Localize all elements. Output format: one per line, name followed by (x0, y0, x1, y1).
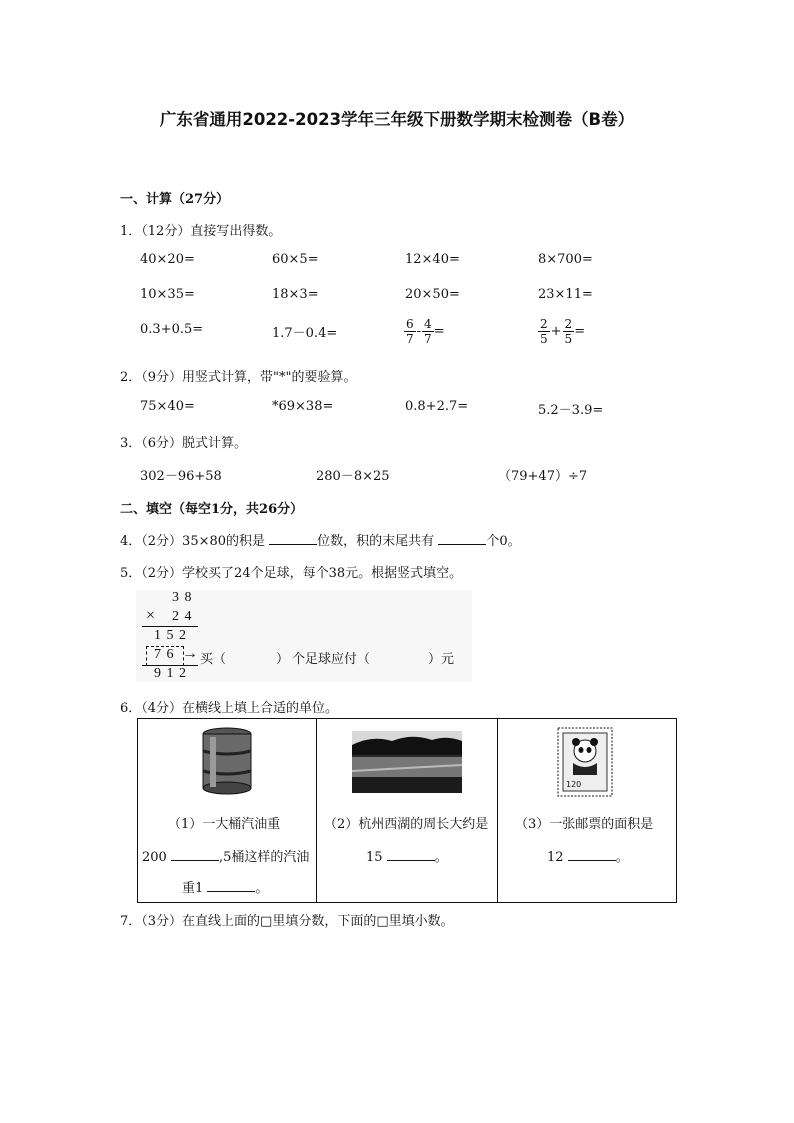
question-2-label: 2．（9分）用竖式计算，带"*"的要验算。 (120, 370, 357, 385)
question-6-label: 6．（4分）在横线上填上合适的单位。 (120, 701, 339, 716)
multiplicand: 3 8 (172, 590, 193, 605)
west-lake-photo-icon (352, 731, 462, 793)
product: 9 1 2 (154, 666, 187, 681)
question-7-label: 7．（3分）在直线上面的□里填分数，下面的□里填小数。 (120, 914, 454, 929)
q2-item: *69×38= (272, 399, 334, 414)
answer-blank[interactable] (269, 532, 317, 545)
answer-blank[interactable] (207, 879, 255, 892)
partial-product-2: 7 6 (154, 647, 175, 662)
answer-blank[interactable] (438, 532, 486, 545)
q3-item: （79+47）÷7 (498, 469, 588, 484)
q1-item: 0.3+0.5= (140, 322, 204, 337)
question-4: 4．（2分）35×80的积是 位数，积的末尾共有 个0。 (120, 534, 521, 549)
fraction: $\frac{2}{5}$ (564, 317, 573, 346)
unit-cell-oil-barrel: （1）一大桶汽油重 200 ,5桶这样的汽油 重1 。 (138, 719, 317, 902)
q1-item: 20×50= (405, 287, 460, 302)
section-2-heading: 二、填空（每空1分，共26分） (120, 502, 304, 517)
q1-fraction-expression-2: $\frac{2}{5}$ + $\frac{2}{5}$ = (540, 317, 586, 346)
question-1-label: 1．（12分）直接写出得数。 (120, 224, 282, 239)
q2-item: 75×40= (140, 399, 195, 414)
panda-stamp-icon (557, 727, 613, 797)
rule-line (142, 626, 198, 627)
unit-table (137, 718, 677, 903)
q2-item: 0.8+2.7= (405, 399, 469, 414)
q1-item: 8×700= (538, 252, 593, 267)
oil-barrel-icon (200, 727, 254, 795)
question-3-label: 3．（6分）脱式计算。 (120, 436, 248, 451)
unit-cell-west-lake: （2）杭州西湖的周长大约是 15 。 (316, 719, 498, 902)
q1-item: 18×3= (272, 287, 319, 302)
unit-cell-stamp: 120 （3）一张邮票的面积是 12 。 (497, 719, 676, 902)
question-5-label: 5．（2分）学校买了24个足球，每个38元。根据竖式填空。 (120, 566, 463, 581)
q1-item: 10×35= (140, 287, 195, 302)
q3-item: 280－8×25 (316, 469, 390, 484)
fraction: $\frac{2}{5}$ (540, 317, 548, 346)
page-title: 广东省通用2022-2023学年三年级下册数学期末检测卷（B卷） (159, 110, 635, 129)
multiplier: 2 4 (172, 609, 193, 624)
answer-blank[interactable] (387, 848, 435, 861)
fraction: $\frac{4}{7}$ (424, 317, 432, 346)
q1-item: 40×20= (140, 252, 195, 267)
arrow-icon: → (182, 645, 198, 662)
section-1-heading: 一、计算（27分） (120, 192, 230, 207)
q1-item: 1.7－0.4= (272, 326, 338, 341)
fraction: $\frac{6}{7}$ (406, 317, 414, 346)
q1-item: 23×11= (538, 287, 593, 302)
q1-item: 60×5= (272, 252, 319, 267)
q1-item: 12×40= (405, 252, 460, 267)
stamp-denomination: 120 (566, 780, 582, 789)
q1-fraction-expression-1: $\frac{6}{7}$ - $\frac{4}{7}$ = (406, 317, 445, 346)
answer-blank[interactable] (568, 848, 616, 861)
vertical-multiplication-figure: 3 8 × 2 4 1 5 2 7 6 → 买（ ） 个足球应付（ ）元 9 1 2 (136, 590, 472, 682)
q2-item: 5.2－3.9= (538, 403, 604, 418)
answer-blank[interactable] (171, 848, 219, 861)
times-sign: × (146, 607, 156, 624)
q3-item: 302－96+58 (140, 469, 222, 484)
partial-product-1: 1 5 2 (154, 628, 187, 643)
